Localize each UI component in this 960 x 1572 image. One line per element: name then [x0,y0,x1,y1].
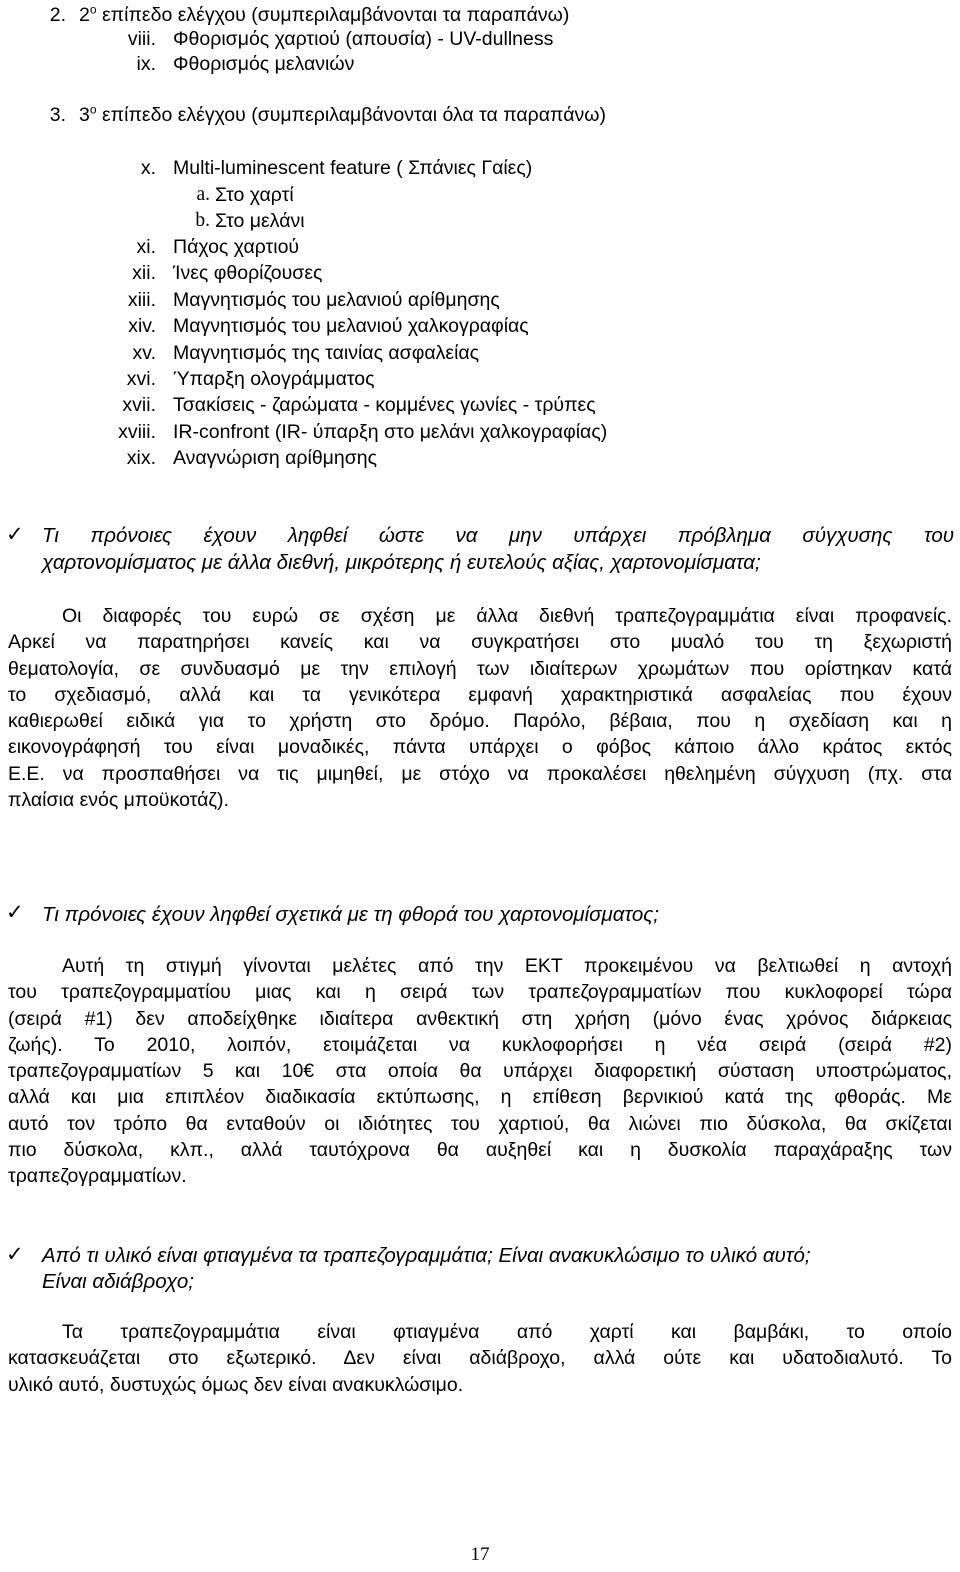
section1-question-line2: χαρτονομίσματος με άλλα διεθνή, μικρότερης ή ευτελούς αξίας, χαρτονομίσματα; [42,551,761,574]
section2-answer: Αυτή τη στιγμή γίνονται μελέτες από την ΕΚΤ προκειμένου να βελτιωθεί η αντοχή του τραπεζογραμματίου μιας και η σειρά των τραπεζογραμματίων που κυκλοφορεί τώρα (σειρά #1) δεν αποδείχθηκε ιδιαίτερα ανθεκτική στη χρήση (μόνο ένας χρόνος διάρκειας ζωής). Το 2010, λοιπόν, ετοιμάζεται να κυκλοφορήσει η νέα σειρά (σειρά #2) τραπεζογραμματίων 5 και 10€ στα οποία θα υπάρχει διαφορετική σύσταση υποστρώματος, αλλά και μια επιπλέον διαδικασία εκτύπωσης, η επίθεση βερνικιού κατά της φθοράς. Με αυτό τον τρόπο θα ενταθούν οι ιδιότητες του χαρτιού, θα λιώνει πιο δύσκολα, θα σκίζεται πιο δύσκολα, κλπ., αλλά ταυτόχρονα θα αυξηθεί και η δυσκολία παραχάραξης των τραπεζογραμματίων. [8,955,952,1188]
checkmark-icon: ✓ [6,1242,24,1266]
level3-title: $3^o$ επίπεδο ελέγχου (συμπεριλαμβάνονται όλα τα παραπάνω) [79,102,606,126]
checkmark-icon: ✓ [6,522,24,546]
section1-answer: Οι διαφορές του ευρώ σε σχέση με άλλα διεθνή τραπεζογραμμάτια είναι προφανείς. Αρκεί να παρατηρήσει κανείς και να συγκρατήσει στο μυαλό του τη ξεχωριστή θεματολογία, σε συνδυασμό με την επιλογή των ιδιαίτερων χρωμάτων που ορίστηκαν κατά το σχεδιασμό, αλλά και τα γενικότερα εμφανή χαρακτηριστικά ασφαλείας που έχουν καθιερωθεί ειδικά για το χρήστη στο δρόμο. Παρόλο, βέβαια, που η σχεδίαση και η εικονογράφησή του είναι μοναδικές, πάντα υπάρχει ο φόβος κάποιο άλλο κράτος εκτός Ε.Ε. να προσπαθήσει να τις μιμηθεί, με στόχο να προκαλέσει ηθελημένη σύγχυση (πχ. στα πλαίσια ενός μποϋκοτάζ). [8,605,952,812]
level2-title: $2^o$ επίπεδο ελέγχου (συμπεριλαμβάνονται τα παραπάνω) [79,2,570,26]
section3-answer: Τα τραπεζογραμμάτια είναι φτιαγμένα από χαρτί και βαμβάκι, το οποίο κατασκευάζεται στο εξωτερικό. Δεν είναι αδιάβροχο, αλλά ούτε και υδατοδιαλυτό. Το υλικό αυτό, δυστυχώς όμως δεν είναι ανακυκλώσιμο. [8,1321,952,1396]
section2-question: Τι πρόνοιες έχουν ληφθεί σχετικά με τη φθορά του χαρτονομίσματος; [42,903,659,926]
section1-question-line1: Τι πρόνοιες έχουν ληφθεί ώστε να μην υπάρχει πρόβλημα σύγχυσης του [42,524,954,547]
checkmark-icon: ✓ [6,900,24,924]
section3-question-line2: Είναι αδιάβροχο; [42,1270,194,1293]
level2-number: 2. [49,4,66,26]
page-number: 17 [470,1544,490,1565]
level3-number: 3. [49,104,66,126]
section3-question-line1: Από τι υλικό είναι φτιαγμένα τα τραπεζογραμμάτια; Είναι ανακυκλώσιμο το υλικό αυτό; [42,1244,811,1267]
